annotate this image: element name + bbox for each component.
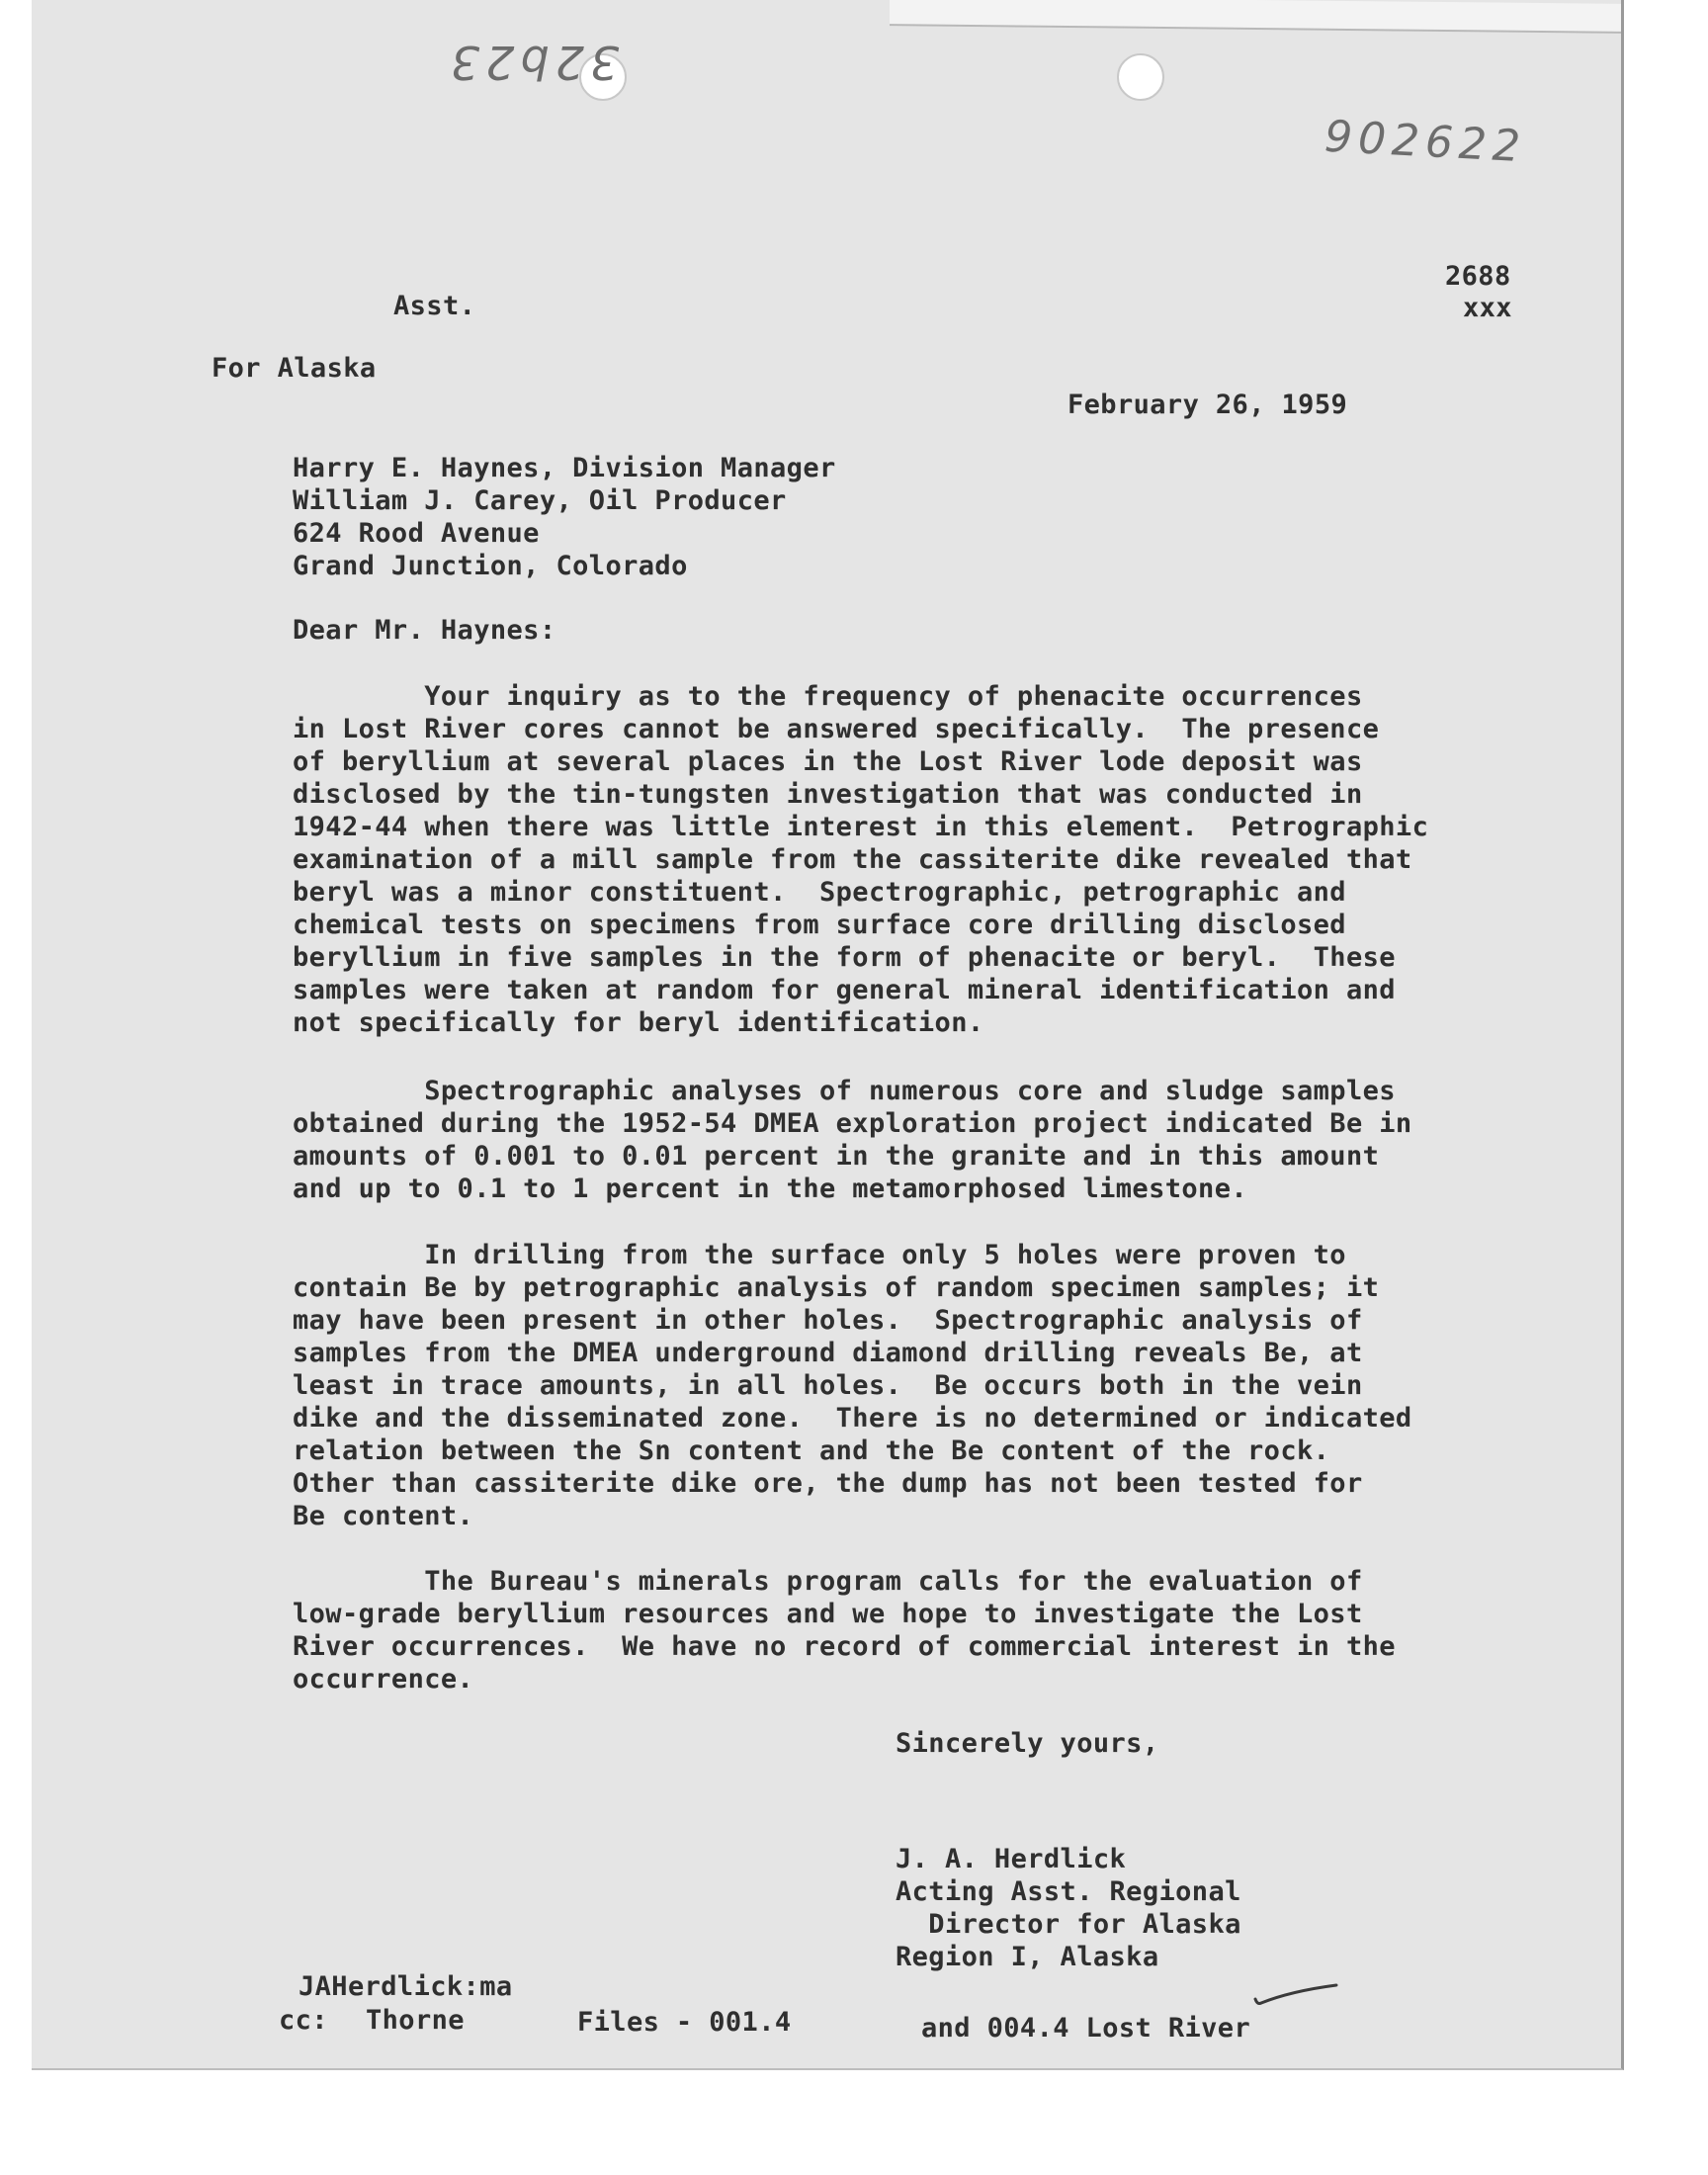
handwritten-number-top-right: 902622: [1323, 111, 1528, 173]
body-line: and up to 0.1 to 1 percent in the metamorphosed limestone.: [293, 1174, 1248, 1204]
body-line: dike and the disseminated zone. There is no determined or indicated: [293, 1403, 1412, 1434]
letter-date: February 26, 1959: [1068, 390, 1348, 420]
body-line: contain Be by petrographic analysis of random specimen samples; it: [293, 1272, 1380, 1303]
address-line: Grand Junction, Colorado: [293, 551, 688, 581]
body-line: of beryllium at several places in the Lost River lode deposit was: [293, 746, 1363, 777]
body-line: The Bureau's minerals program calls for the evaluation of: [293, 1566, 1363, 1597]
punch-hole-right: [1117, 53, 1164, 101]
asst-label: Asst.: [393, 291, 476, 321]
body-line: Your inquiry as to the frequency of phenacite occurrences: [293, 681, 1363, 712]
body-paragraph-1: [293, 680, 1428, 1039]
body-line: obtained during the 1952-54 DMEA exploration project indicated Be in: [293, 1108, 1412, 1139]
file-code: xxx: [1463, 293, 1512, 323]
signature-line: Region I, Alaska: [896, 1942, 1159, 1972]
files-reference: Files - 001.4: [577, 2007, 792, 2038]
body-line: in Lost River cores cannot be answered specifically. The presence: [293, 714, 1380, 744]
address-line: William J. Carey, Oil Producer: [293, 485, 787, 516]
body-paragraph-4: [293, 1565, 1396, 1696]
body-line: low-grade beryllium resources and we hope to investigate the Lost: [293, 1599, 1363, 1629]
body-line: chemical tests on specimens from surface core drilling disclosed: [293, 910, 1346, 940]
cc-name: Thorne: [366, 2005, 465, 2036]
body-line: In drilling from the surface only 5 holes were proven to: [293, 1240, 1346, 1270]
body-line: beryl was a minor constituent. Spectrographic, petrographic and: [293, 877, 1346, 908]
body-line: Other than cassiterite dike ore, the dump has not been tested for: [293, 1468, 1363, 1499]
body-line: least in trace amounts, in all holes. Be occurs both in the vein: [293, 1370, 1363, 1401]
recipient-address: [293, 452, 836, 582]
body-line: amounts of 0.001 to 0.01 percent in the granite and in this amount: [293, 1141, 1380, 1172]
body-paragraph-3: [293, 1239, 1412, 1532]
body-line: Be content.: [293, 1501, 474, 1531]
handwritten-number-top-left: 32b23: [445, 36, 620, 89]
salutation: Dear Mr. Haynes:: [293, 615, 556, 646]
signature-line: Director for Alaska: [896, 1909, 1241, 1940]
body-paragraph-2: [293, 1075, 1412, 1205]
body-line: River occurrences. We have no record of commercial interest in the: [293, 1631, 1396, 1662]
signature-line: J. A. Herdlick: [896, 1844, 1127, 1874]
typist-initials: JAHerdlick:ma: [299, 1971, 513, 2002]
signature-block: [896, 1843, 1241, 1973]
body-line: Spectrographic analyses of numerous core and sludge samples: [293, 1076, 1396, 1106]
file-number: 2688: [1445, 261, 1511, 292]
address-line: Harry E. Haynes, Division Manager: [293, 453, 836, 483]
body-line: beryllium in five samples in the form of phenacite or beryl. These: [293, 942, 1396, 973]
body-line: samples were taken at random for general mineral identification and: [293, 975, 1396, 1005]
for-alaska-label: For Alaska: [212, 353, 377, 384]
check-mark-icon: [1251, 1981, 1340, 2009]
cc-label: cc:: [279, 2005, 328, 2036]
body-line: disclosed by the tin-tungsten investigation that was conducted in: [293, 779, 1363, 810]
body-line: occurrence.: [293, 1664, 474, 1695]
body-line: 1942-44 when there was little interest in this element. Petrographic: [293, 812, 1429, 842]
closing: Sincerely yours,: [896, 1728, 1159, 1759]
body-line: examination of a mill sample from the cassiterite dike revealed that: [293, 844, 1412, 875]
signature-line: Acting Asst. Regional: [896, 1876, 1241, 1907]
address-line: 624 Rood Avenue: [293, 518, 540, 549]
body-line: not specifically for beryl identification.: [293, 1007, 984, 1038]
body-line: samples from the DMEA underground diamond drilling reveals Be, at: [293, 1338, 1363, 1368]
body-line: may have been present in other holes. Spectrographic analysis of: [293, 1305, 1363, 1336]
files-extra-reference: and 004.4 Lost River: [921, 2013, 1251, 2044]
body-line: relation between the Sn content and the Be content of the rock.: [293, 1436, 1330, 1466]
